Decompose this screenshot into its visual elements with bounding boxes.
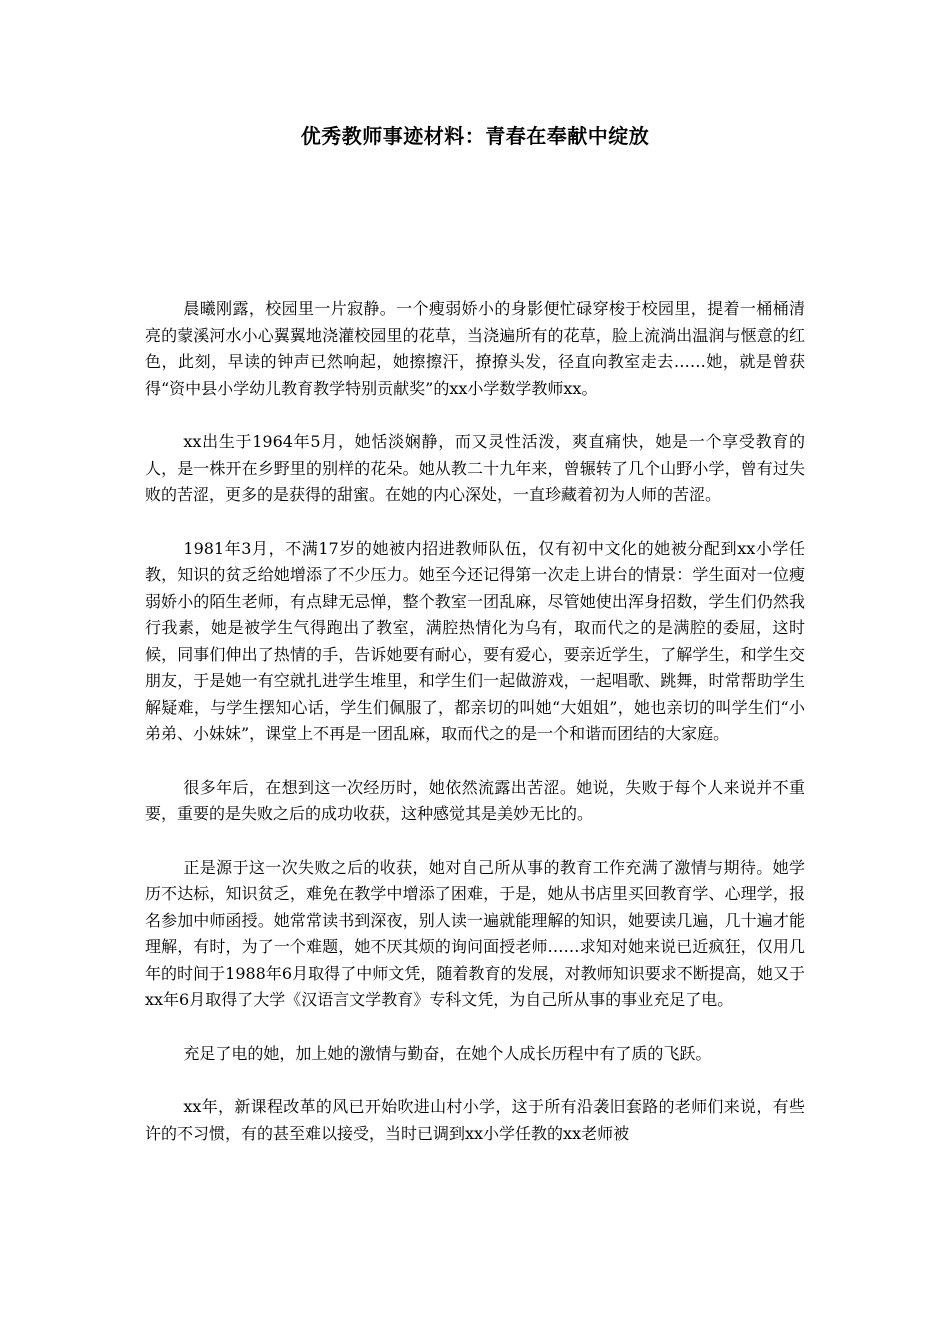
document-body <box>145 296 805 1174</box>
paragraph-1: 晨曦刚露，校园里一片寂静。一个瘦弱娇小的身影便忙碌穿梭于校园里，提着一桶桶清亮的蒙溪河水小心翼翼地浇灌校园里的花草，当浇遍所有的花草，脸上流淌出温润与惬意的红色，此刻，早读的钟声已然响起，她擦擦汗，撩撩头发，径直向教室走去……她，就是曾获得“资中县小学幼儿教育教学特别贡献奖”的xx小学数学教师xx。 <box>145 299 805 398</box>
paragraph-7: xx年，新课程改革的风已开始吹进山村小学，这于所有沿袭旧套路的老师们来说，有些许的不习惯，有的甚至难以接受，当时已调到xx小学任教的xx老师被 <box>145 1097 805 1143</box>
paragraph-2: xx出生于1964年5月，她恬淡娴静，而又灵性活泼，爽直痛快，她是一个享受教育的人，是一株开在乡野里的别样的花朵。她从教二十九年来，曾辗转了几个山野小学，曾有过失败的苦涩，更多的是获得的甜蜜。在她的内心深处，一直珍藏着初为人师的苦涩。 <box>145 432 805 504</box>
paragraph-4: 很多年后，在想到这一次经历时，她依然流露出苦涩。她说，失败于每个人来说并不重要，重要的是失败之后的成功收获，这种感觉其是美妙无比的。 <box>145 777 805 823</box>
paragraph-6: 充足了电的她，加上她的激情与勤奋，在她个人成长历程中有了质的飞跃。 <box>183 1043 712 1063</box>
paragraph-5: 正是源于这一次失败之后的收获，她对自己所从事的教育工作充满了激情与期待。她学历不达标，知识贫乏，难免在教学中增添了困难，于是，她从书店里买回教育学、心理学，报名参加中师函授。她常常读书到深夜，别人读一遍就能理解的知识，她要读几遍，几十遍才能理解，有时，为了一个难题，她不厌其烦的询问面授老师……求知对她来说已近疯狂，仅用几年的时间于1988年6月取得了中师文凭，随着教育的发展，对教师知识要求不断提高，她又于xx年6月取得了大学《汉语言文学教育》专科文凭，为自己所从事的事业充足了电。 <box>145 857 805 1009</box>
document-title: 优秀教师事迹材料：青春在奉献中绽放 <box>300 124 650 148</box>
paragraph-3: 1981年3月，不满17岁的她被内招进教师队伍，仅有初中文化的她被分配到xx小学任教，知识的贫乏给她增添了不少压力。她至今还记得第一次走上讲台的情景：学生面对一位瘦弱娇小的陌生老师，有点肆无忌惮，整个教室一团乱麻，尽管她使出浑身招数，学生们仍然我行我素，她是被学生气得跑出了教室，满腔热情化为乌有，取而代之的是满腔的委屈，这时候，同事们伸出了热情的手，告诉她要有耐心，要有爱心，要亲近学生，了解学生，和学生交朋友，于是她一有空就扎进学生堆里，和学生们一起做游戏，一起唱歌、跳舞，时常帮助学生解疑难，与学生摆知心话，学生们佩服了，都亲切的叫她“大姐姐”，她也亲切的叫学生们“小弟弟、小妹妹”，课堂上不再是一团乱麻，取而代之的是一个和谐而团结的大家庭。 <box>145 538 805 743</box>
